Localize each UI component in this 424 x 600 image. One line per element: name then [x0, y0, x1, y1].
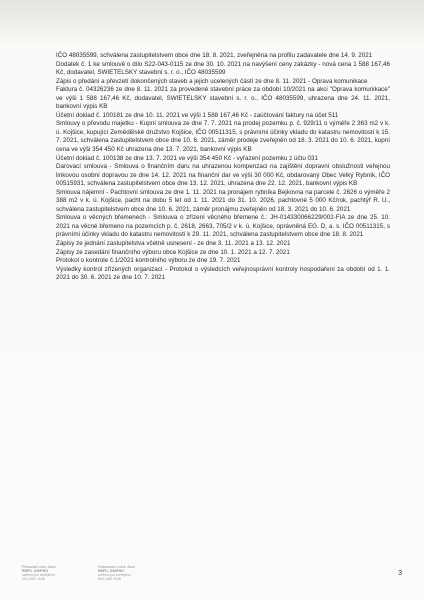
paragraph: Protokol o kontrole č.1/2021 kontrolního výboru ze dne 19. 7. 2021: [56, 257, 241, 265]
stamp-code: REFU_OK/PHO: [22, 568, 48, 573]
stamp-org: Personal Lohe Jsou: [22, 565, 56, 569]
paragraph: Zápisy ze jednání zastupitelstva včetně usnesení - ze dne 3. 11. 2021 a 13. 12. 2021: [56, 240, 291, 248]
paragraph: Smlouva nájemní - Pachtovní smlouva ze dne 1. 11. 2021 na pronájem rybníka Bejkovna na parcele č. 2626 o výměře 2 388 m2 v k. ú. Kojšice, pacht na dobu 5 let od 1. 11. 2021 do 31. 10. 2026, pachtovné 5 000 Kč/rok, pachtýř R. U., schválena zastupitelstvem obce dne 10. 6. 2021, záměr pronájmu zveřejněn od 18. 3. 2021 do 10. 6. 2021: [56, 188, 390, 213]
paragraph: Výsledky kontrol zřízených organizací - Protokol o výsledcích veřejnosprávní kontroly hospodaření za období od 1. 1. 2021 do 30. 6. 2021 ze dne 10. 7. 2021: [56, 265, 390, 282]
page-number: 3: [398, 570, 402, 577]
paragraph: Zápisy ze zasedání finančního výboru obce Kojšice ze dne 10. 1. 2021 a 12. 7. 2021: [56, 248, 290, 256]
paragraph: Smlouva o věcných břemenech - Smlouva o zřízení věcného břemene č.: JH-014330066229/002-FIA ze dne 25. 10. 2021 na věcné břemeno na pozemcích p. č. 2618, 2663, 705/2 v k. ú. Kojšice, oprávněná EG. D, a. s. IČO 00511315, s právními účinky vkladu do katastru nemovitostí k 29. 11. 2021, schválena zastupitelstvem obce dne 18. 8. 2021: [56, 214, 390, 239]
paragraph: Účetní doklad č. 100138 ze dne 13. 7. 2021 ve výši 354 450 Kč - vyřazení pozemku z účtu 031: [56, 154, 318, 162]
paragraph: Smlouvy o převodu majetku - Kupní smlouva ze dne 7. 7. 2021 na prodej pozemku p. č. 929/11 o výměře 2 363 m2 v k. ú. Kojšice, kupující Zemědělské družstvo Kojšice, IČO 00511315, s právními účinky vkladu do katastru nemovitostí k 15. 7. 2021, schválena zastupitelstvem obce dne 10. 6. 2021, záměr prodeje zveřejněn od 18. 3. 2021 do 10. 6. 2021, kupní cena ve výši 354 450 Kč uhrazena dne 13. 7. 2021, bankovní výpis KB: [56, 120, 390, 154]
page-footer: [22, 566, 402, 594]
stamp-line: 06.5.2022 15:36: [22, 576, 46, 581]
paragraph: Darovací smlouva - Smlouva o finančním daru na uhrazenou kompenzaci na zajištění dopravní obslužnosti veřejnou linkovou osobní dopravou ze dne 14. 12. 2021 na finanční dar ve výši 30 000 Kč, obdarovaný Obec Velký Rybník, IČO 00515931, schválena zastupitelstvem obce dne 13. 12. 2021, uhrazena dne 22. 12. 2021, bankovní výpis KB: [56, 163, 390, 188]
stamp-code: REFU_OK/PHO: [98, 568, 124, 573]
paragraph: IČO 48035599, schválena zastupitelstvem obce dne 18. 8. 2021, zveřejněna na profilu zadavatele dne 14. 9. 2021: [56, 52, 373, 59]
paragraph: Dodatek č. 1 ke smlouvě o dílo S22-043-0115 ze dne 30. 10. 2021 na navýšení ceny zakázky - nová cena 1 588 167,46 Kč, dodavatel, SWIETELSKY stavební s. r. o., IČO 48035599: [56, 60, 390, 77]
stamp-line: ověřeno pro zveřejnění: [98, 572, 131, 577]
approval-stamp: [22, 566, 70, 592]
scan-shadow: [0, 0, 424, 44]
paragraph: Faktura č. 04326236 ze dne 8. 11. 2021 za provedené stavební práce za období 10/2021 na akci "Oprava komunikace" ve výši 1 588 167,46 Kč, dodavatel, SWIETELSKY stavební s. r. o., IČO 48035599, uhrazena dne 24. 11. 2021, bankovní výpis KB: [56, 86, 390, 111]
stamp-line: ověřeno pro zveřejnění: [22, 572, 55, 577]
approval-stamp: [98, 566, 146, 592]
document-body: [56, 52, 390, 283]
paragraph: Zápis o předání a převzetí dokončených staveb a jejich ucelených částí ze dne 8. 11. 2021 - Oprava komunikace: [56, 77, 368, 85]
paragraph: Účetní doklad č. 100181 ze dne 10. 11. 2021 ve výši 1 588 167,46 Kč - zaúčtování faktury na účet 511: [56, 111, 339, 119]
stamp-org: Hustosoun Lohe Jsou: [98, 565, 135, 569]
stamp-line: 06.5.2022 15:36: [98, 576, 122, 581]
